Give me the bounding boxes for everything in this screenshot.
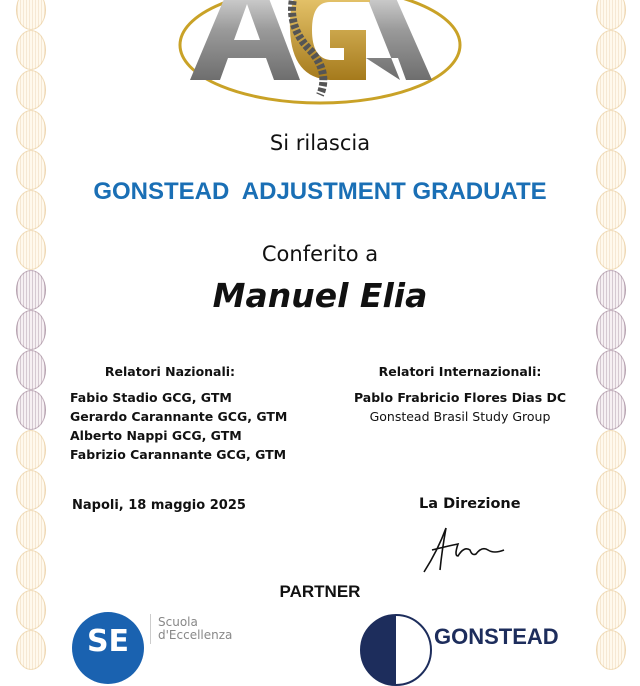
left-border-decoration bbox=[14, 0, 48, 650]
bead bbox=[16, 70, 46, 110]
bead bbox=[596, 70, 626, 110]
speaker: Gonstead Brasil Study Group bbox=[369, 409, 551, 424]
certificate-title: GONSTEAD ADJUSTMENT GRADUATE bbox=[93, 178, 547, 205]
bead bbox=[16, 630, 46, 670]
aga-logo bbox=[170, 0, 470, 110]
recipient-name: Manuel Elia bbox=[212, 276, 428, 315]
bead bbox=[16, 30, 46, 70]
speaker: Alberto Nappi GCG, GTM bbox=[70, 428, 242, 443]
bead bbox=[16, 310, 46, 350]
bead bbox=[596, 510, 626, 550]
direction-label: La Direzione bbox=[419, 496, 521, 512]
bead bbox=[596, 630, 626, 670]
scuola-text: Scuola d'Eccellenza bbox=[158, 615, 233, 642]
bead bbox=[16, 430, 46, 470]
bead bbox=[596, 430, 626, 470]
speaker: Fabrizio Carannante GCG, GTM bbox=[70, 447, 287, 462]
bead bbox=[16, 350, 46, 390]
bead bbox=[596, 30, 626, 70]
conferred-text: Conferito a bbox=[261, 242, 379, 266]
partner-heading: PARTNER bbox=[279, 582, 361, 601]
international-speakers bbox=[330, 362, 590, 426]
scuola-eccellenza-logo: SE bbox=[72, 612, 144, 684]
signature bbox=[418, 520, 508, 576]
bead bbox=[16, 510, 46, 550]
bead bbox=[596, 390, 626, 430]
place-date: Napoli, 18 maggio 2025 bbox=[72, 498, 246, 513]
bead bbox=[596, 310, 626, 350]
national-speakers bbox=[70, 362, 320, 464]
bead bbox=[16, 470, 46, 510]
speaker: Gerardo Carannante GCG, GTM bbox=[70, 409, 288, 424]
speaker: Pablo Frabricio Flores Dias DC bbox=[353, 390, 567, 405]
bead bbox=[16, 390, 46, 430]
bead bbox=[596, 470, 626, 510]
intro-text: Si rilascia bbox=[269, 131, 371, 155]
bead bbox=[596, 0, 626, 30]
gonstead-logo-mark bbox=[360, 614, 432, 686]
right-border-decoration bbox=[594, 0, 628, 650]
national-heading: Relatori Nazionali: bbox=[104, 364, 236, 379]
speaker: Fabio Stadio GCG, GTM bbox=[70, 390, 232, 405]
bead bbox=[596, 350, 626, 390]
gonstead-logo-text: GONSTEAD bbox=[434, 624, 559, 649]
international-heading: Relatori Internazionali: bbox=[378, 364, 542, 379]
bead bbox=[16, 0, 46, 30]
